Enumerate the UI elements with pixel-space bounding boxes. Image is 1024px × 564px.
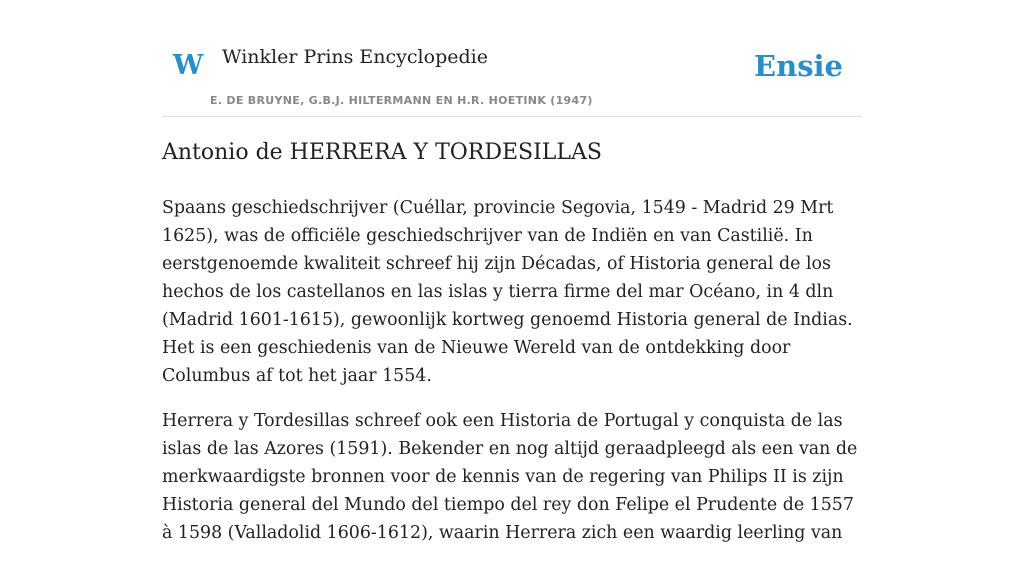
site-header: [162, 0, 862, 117]
article-paragraph: Herrera y Tordesillas schreef ook een Historia de Portugal y conquista de las islas de las Azores (1591). Bekender en nog altijd geraadpleegd als een van de merkwaardigste bronnen voor de kennis van de regering van Philips II is zijn Historia general del Mundo del tiempo del rey don Felipe el Prudente de 1557 à 1598 (Valladolid 1606-1612), waarin Herrera zich een waardig leerling van: [162, 410, 858, 543]
publication-logo-icon[interactable]: W: [173, 50, 204, 81]
publication-title[interactable]: Winkler Prins Encyclopedie: [222, 46, 488, 68]
article-body: [162, 138, 862, 564]
ensie-brand-logo[interactable]: Ensie: [754, 49, 843, 83]
publication-authors: E. DE BRUYNE, G.B.J. HILTERMANN EN H.R. HOETINK (1947): [210, 94, 593, 107]
article-title: Antonio de HERRERA Y TORDESILLAS: [162, 140, 602, 165]
article-paragraph: Spaans geschiedschrijver (Cuéllar, provincie Segovia, 1549 - Madrid 29 Mrt 1625), was de officiële geschiedschrijver van de Indiën en van Castilië. In eerstgenoemde kwaliteit schreef hij zijn Décadas, of Historia general de los hechos de los castellanos en las islas y tierra firme del mar Océano, in 4 dln (Madrid 1601-1615), gewoonlijk kortweg genoemd Historia general de Indias. Het is een geschiedenis van de Nieuwe Wereld van de ontdekking door Columbus af tot het jaar 1554.: [162, 197, 853, 386]
